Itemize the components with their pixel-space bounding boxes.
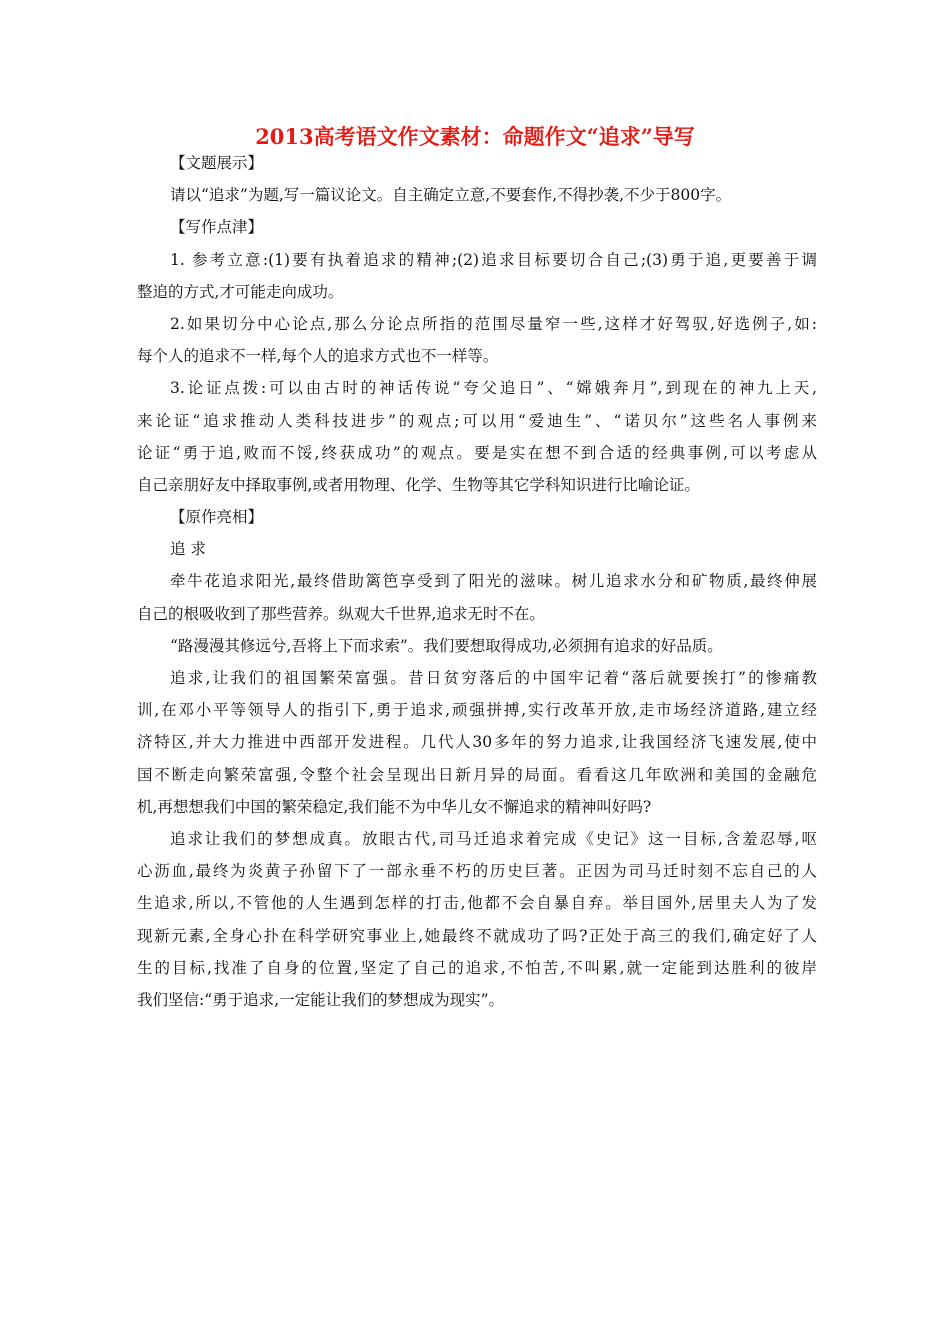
essay-p4-line-2: 心沥血,最终为炎黄子孙留下了一部永垂不朽的历史巨著。正因为司马迁时刻不忘自己的人 <box>137 862 817 881</box>
section-heading-essay: 【原作亮相】 <box>170 508 264 527</box>
section-heading-tips: 【写作点津】 <box>170 218 264 237</box>
essay-p3-line-4: 国不断走向繁荣富强,令整个社会呈现出日新月异的局面。看看这几年欧洲和美国的金融危 <box>137 765 817 784</box>
tip-3-line-1: 3.论证点拨:可以由古时的神话传说“夸父追日”、“嫦娥奔月”,到现在的神九上天, <box>170 379 817 398</box>
tip-2-line-1: 2.如果切分中心论点,那么分论点所指的范围尽量窄一些,这样才好驾驭,好选例子,如: <box>170 314 817 333</box>
essay-p4-line-5: 生的目标,找准了自身的位置,坚定了自己的追求,不怕苦,不叫累,就一定能到达胜利的彼岸 <box>137 958 817 977</box>
essay-p3-line-1: 追求,让我们的祖国繁荣富强。昔日贫穷落后的中国牢记着“落后就要挨打”的惨痛教 <box>170 669 817 687</box>
essay-p4-line-6: 我们坚信:“勇于追求,一定能让我们的梦想成为现实”。 <box>137 990 504 1009</box>
essay-p4-line-3: 生追求,所以,不管他的人生遇到怎样的打击,他都不会自暴自弃。举目国外,居里夫人为了发 <box>137 894 817 913</box>
document-body <box>137 147 817 1016</box>
tip-3-line-4: 自己亲朋好友中择取事例,或者用物理、化学、生物等其它学科知识进行比喻论证。 <box>137 475 700 494</box>
essay-p1-line-2: 自己的根吸收到了那些营养。纵观大千世界,追求无时不在。 <box>137 604 545 623</box>
essay-p4-line-1: 追求让我们的梦想成真。放眼古代,司马迁追求着完成《史记》这一目标,含羞忍辱,呕 <box>170 829 817 848</box>
tip-1-line-2: 整追的方式,才可能走向成功。 <box>137 282 344 301</box>
essay-p1-line-1: 牵牛花追求阳光,最终借助篱笆享受到了阳光的滋味。树儿追求水分和矿物质,最终伸展 <box>170 572 817 591</box>
tip-3-line-3: 论证“勇于追,败而不馁,终获成功”的观点。要是实在想不到合适的经典事例,可以考虑从 <box>137 443 817 462</box>
essay-p4-line-4: 现新元素,全身心扑在科学研究事业上,她最终不就成功了吗?正处于高三的我们,确定好了人 <box>137 926 817 945</box>
essay-title: 追 求 <box>170 540 206 559</box>
tip-1-line-1: 1. 参考立意:(1)要有执着追求的精神;(2)追求目标要切合自己;(3)勇于追,更要善于调 <box>170 250 817 269</box>
essay-p3-line-3: 济特区,并大力推进中西部开发进程。几代人30多年的努力追求,让我国经济飞速发展,使中 <box>137 733 817 752</box>
prompt-text: 请以“追求”为题,写一篇议论文。自主确定立意,不要套作,不得抄袭,不少于800字。 <box>170 186 732 205</box>
tip-3-line-2: 来论证“追求推动人类科技进步”的观点;可以用“爱迪生”、“诺贝尔”这些名人事例来 <box>137 411 817 430</box>
essay-p3-line-2: 训,在邓小平等领导人的指引下,勇于追求,顽强拼搏,实行改革开放,走市场经济道路,建立经 <box>137 701 817 720</box>
tip-2-line-2: 每个人的追求不一样,每个人的追求方式也不一样等。 <box>137 347 499 366</box>
document-title: 2013高考语文作文素材：命题作文“追求”导写 <box>255 124 695 149</box>
section-heading-prompt: 【文题展示】 <box>170 154 264 172</box>
essay-p3-line-5: 机,再想想我们中国的繁荣稳定,我们能不为中华儿女不懈追求的精神叫好吗? <box>137 797 652 816</box>
essay-p2: “路漫漫其修远兮,吾将上下而求索”。我们要想取得成功,必须拥有追求的好品质。 <box>170 636 723 655</box>
